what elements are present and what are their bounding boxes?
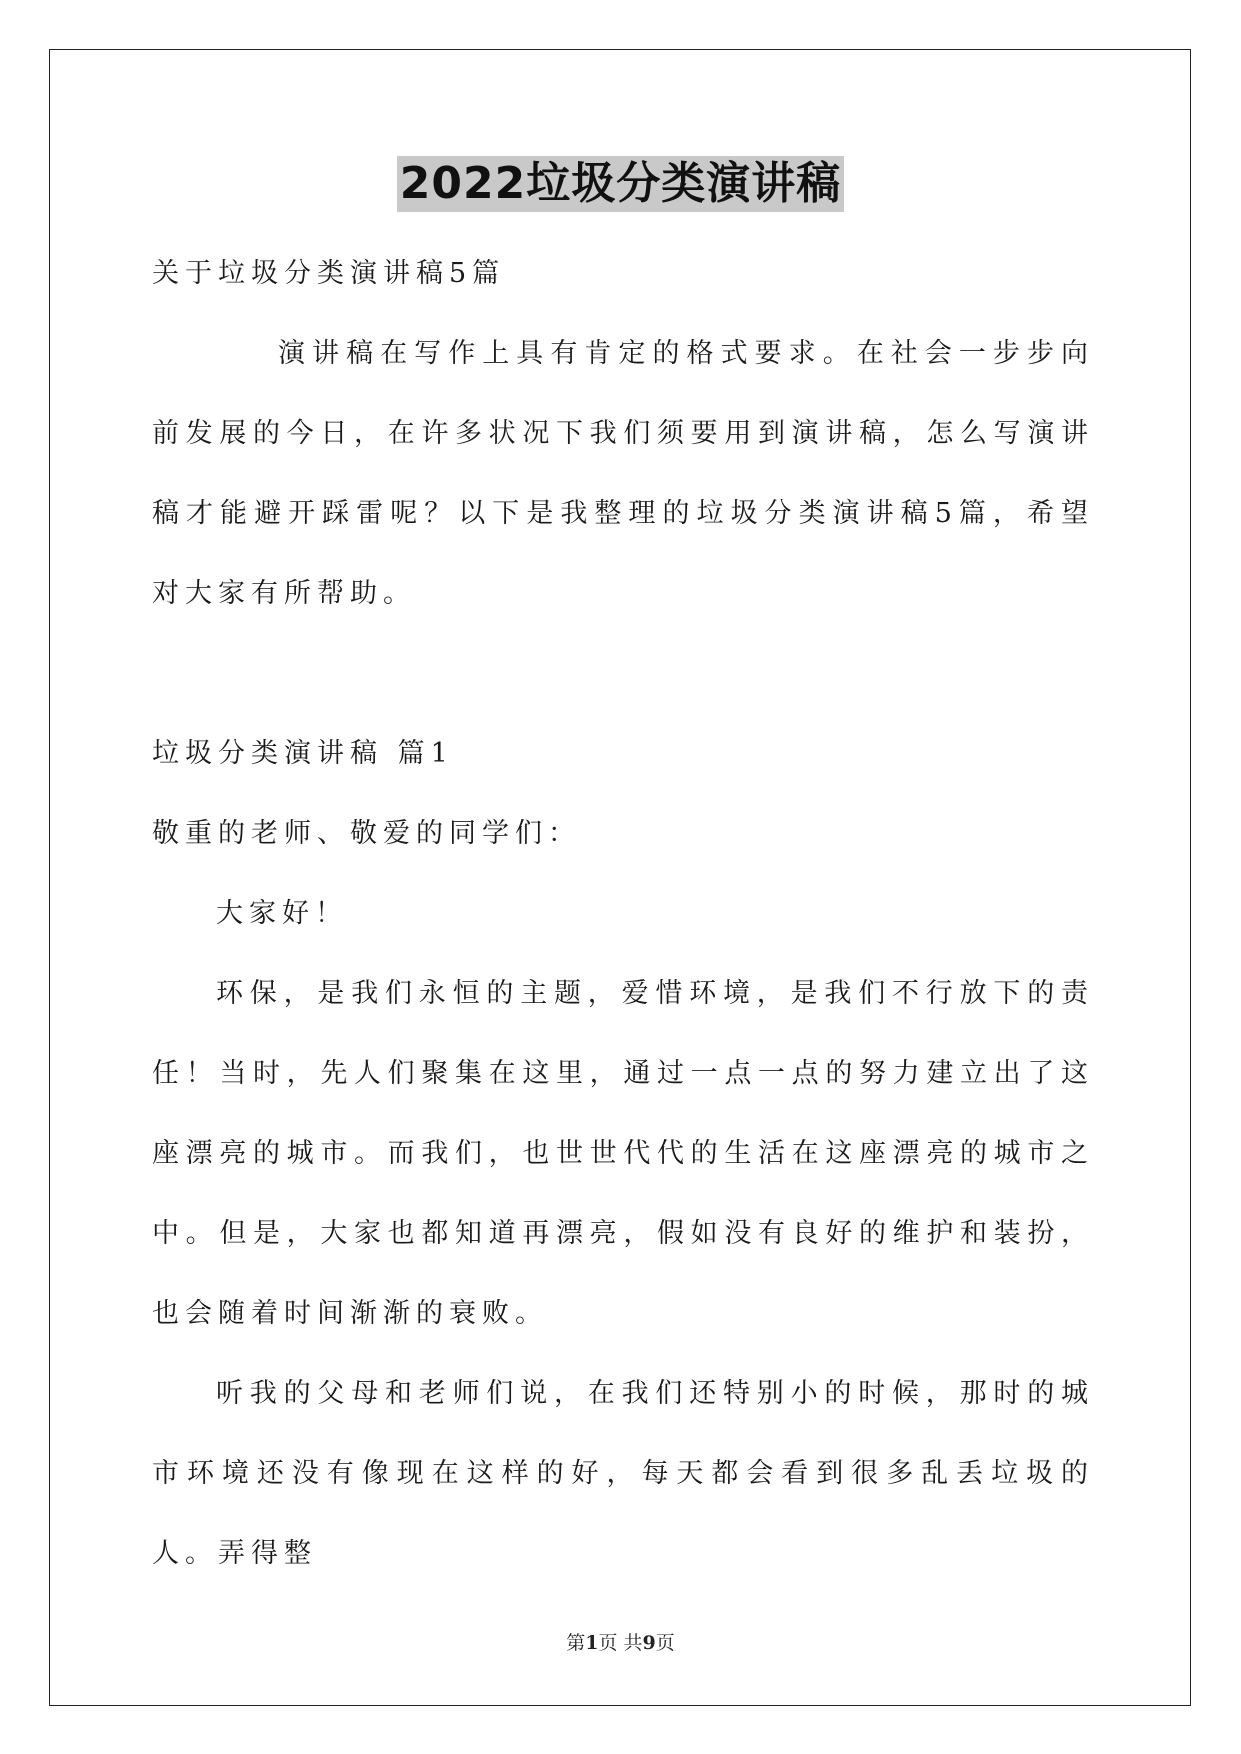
document-body <box>152 234 1094 1594</box>
section-heading: 垃圾分类演讲稿 篇1 <box>152 738 454 769</box>
body-paragraph: 环保，是我们永恒的主题，爱惜环境，是我们不行放下的责任！当时，先人们聚集在这里，通过一点一点的努力建立出了这座漂亮的城市。而我们，也世世代代的生活在这座漂亮的城市之中。但是，大家也都知道再漂亮，假如没有良好的维护和装扮，也会随着时间渐渐的衰败。 <box>152 978 1094 1329</box>
footer-suffix: 页 <box>655 1632 675 1654</box>
page-footer <box>0 1628 1241 1655</box>
document-title: 2022垃圾分类演讲稿 <box>397 156 844 212</box>
body-paragraph: 听我的父母和老师们说，在我们还特别小的时候，那时的城市环境还没有像现在这样的好，每天都会看到很多乱丢垃圾的人。弄得整 <box>152 1378 1094 1569</box>
spacer <box>152 634 1094 714</box>
title-container <box>0 156 1241 212</box>
subtitle: 关于垃圾分类演讲稿5篇 <box>152 258 506 289</box>
greeting: 大家好！ <box>216 898 348 929</box>
intro-paragraph: 演讲稿在写作上具有肯定的格式要求。在社会一步步向前发展的今日，在许多状况下我们须要用到演讲稿，怎么写演讲稿才能避开踩雷呢？以下是我整理的垃圾分类演讲稿5篇，希望对大家有所帮助。 <box>152 338 1094 609</box>
current-page-number: 1 <box>585 1632 599 1654</box>
footer-prefix: 第 <box>566 1632 586 1654</box>
footer-mid: 页 共 <box>598 1632 643 1654</box>
total-page-number: 9 <box>642 1632 656 1654</box>
salutation: 敬重的老师、敬爱的同学们： <box>152 818 581 849</box>
